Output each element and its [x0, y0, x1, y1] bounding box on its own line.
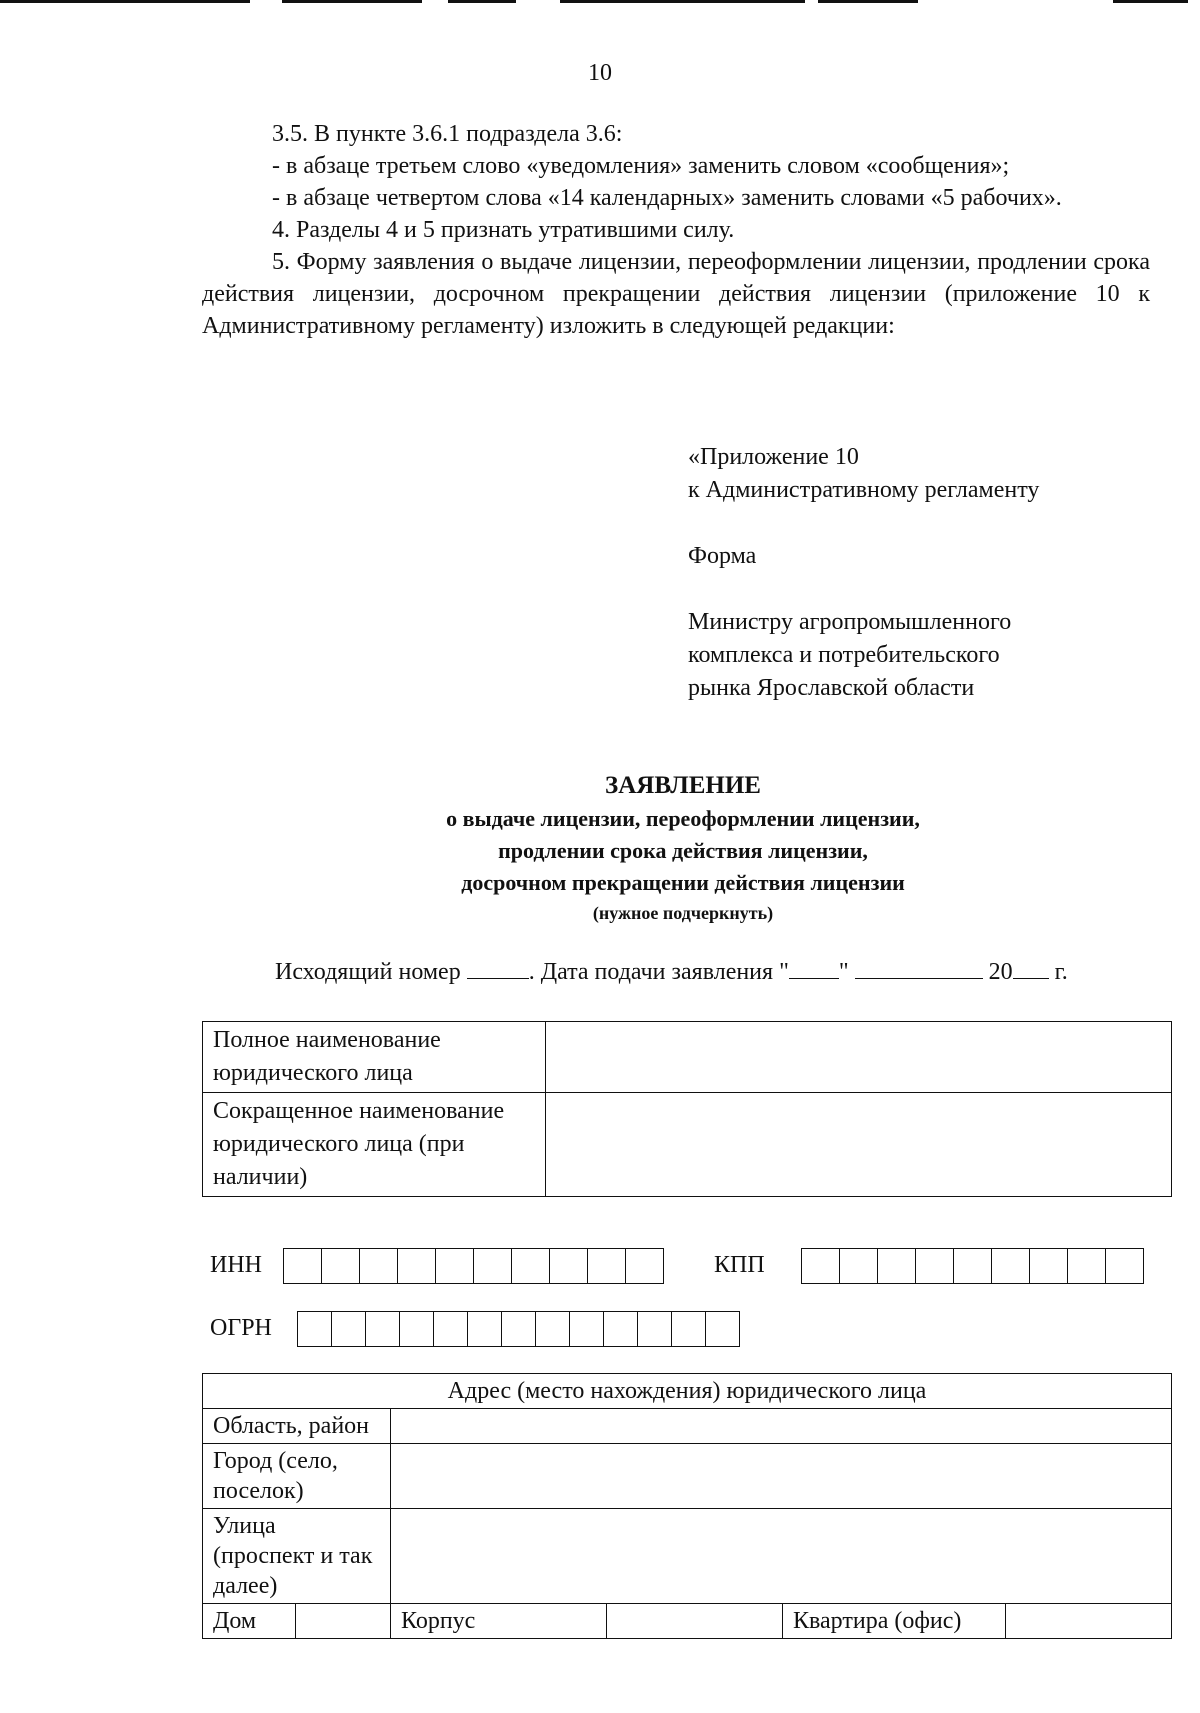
full-name-field[interactable] — [546, 1022, 1172, 1093]
paragraph: - в абзаце четвертом слова «14 календарных» заменить словами «5 рабочих». — [272, 185, 1062, 211]
addressee-line: комплекса и потребительского — [688, 642, 1000, 668]
title-subtitle: о выдаче лицензии, переоформлении лицензии, — [446, 806, 920, 831]
inn-boxes[interactable] — [283, 1248, 664, 1284]
title-main: ЗАЯВЛЕНИЕ — [605, 772, 761, 799]
table-row — [203, 1604, 1172, 1639]
appendix-line: «Приложение 10 — [688, 444, 859, 470]
city-field[interactable] — [391, 1444, 1172, 1509]
street-label: Улица (проспект и так далее) — [203, 1509, 391, 1604]
kpp-boxes[interactable] — [801, 1248, 1144, 1284]
inn-label: ИНН — [210, 1252, 262, 1278]
addressee-line: рынка Ярославской области — [688, 675, 975, 701]
house-label: Дом — [203, 1604, 296, 1639]
amendment-text — [202, 118, 1150, 342]
top-border-line — [282, 0, 422, 3]
organization-name-table — [202, 1021, 1172, 1197]
date-label: . Дата подачи заявления " — [528, 959, 789, 985]
year-prefix: 20 — [988, 959, 1013, 985]
house-field[interactable] — [296, 1604, 391, 1639]
paragraph: 5. Форму заявления о выдаче лицензии, переоформлении лицензии, продлении срока действия лицензии, досрочном прекращении действия лицензии (приложение 10 к Административному регламенту) изложить в следующей редакции: — [202, 249, 1150, 339]
paragraph: 3.5. В пункте 3.6.1 подраздела 3.6: — [272, 121, 623, 147]
building-label: Корпус — [391, 1604, 607, 1639]
short-name-field[interactable] — [546, 1093, 1172, 1197]
ogrn-label: ОГРН — [210, 1315, 272, 1341]
outgoing-number-label: Исходящий номер — [275, 959, 461, 985]
form-label: Форма — [688, 543, 757, 569]
short-name-label: Сокращенное наименование юридического лица (при наличии) — [203, 1093, 546, 1197]
table-row — [203, 1374, 1172, 1409]
page-number: 10 — [588, 60, 612, 86]
kpp-label: КПП — [714, 1252, 765, 1278]
table-row — [203, 1093, 1172, 1197]
top-border-line — [1113, 0, 1188, 3]
top-border-line — [818, 0, 918, 3]
outgoing-number-line — [275, 956, 1068, 986]
region-label: Область, район — [203, 1409, 391, 1444]
building-field[interactable] — [607, 1604, 783, 1639]
title-subtitle: досрочном прекращении действия лицензии — [461, 870, 905, 895]
address-header: Адрес (место нахождения) юридического лица — [203, 1374, 1172, 1409]
apartment-label: Квартира (офис) — [783, 1604, 1006, 1639]
paragraph: - в абзаце третьем слово «уведомления» заменить словом «сообщения»; — [272, 153, 1010, 179]
apartment-field[interactable] — [1006, 1604, 1172, 1639]
top-border-line — [560, 0, 805, 3]
year-suffix: г. — [1054, 959, 1068, 985]
ogrn-boxes[interactable] — [297, 1311, 740, 1347]
date-year-field[interactable] — [1013, 956, 1049, 979]
title-note: (нужное подчеркнуть) — [592, 903, 774, 923]
date-month-field[interactable] — [855, 956, 983, 979]
table-row — [203, 1409, 1172, 1444]
city-label: Город (село, поселок) — [203, 1444, 391, 1509]
table-row — [203, 1022, 1172, 1093]
date-day-field[interactable] — [789, 956, 839, 979]
top-border-line — [0, 0, 250, 3]
document-title — [0, 769, 1200, 927]
outgoing-number-field[interactable] — [467, 956, 529, 979]
date-quote: " — [838, 959, 849, 985]
paragraph: 4. Разделы 4 и 5 признать утратившими силу. — [272, 217, 735, 243]
addressee-line: Министру агропромышленного — [688, 609, 1012, 635]
address-table — [202, 1373, 1172, 1639]
table-row — [203, 1444, 1172, 1509]
title-subtitle: продлении срока действия лицензии, — [498, 838, 868, 863]
appendix-line: к Административному регламенту — [688, 477, 1040, 503]
full-name-label: Полное наименование юридического лица — [203, 1022, 546, 1093]
region-field[interactable] — [391, 1409, 1172, 1444]
appendix-header — [688, 441, 1039, 705]
table-row — [203, 1509, 1172, 1604]
top-border-line — [448, 0, 516, 3]
street-field[interactable] — [391, 1509, 1172, 1604]
